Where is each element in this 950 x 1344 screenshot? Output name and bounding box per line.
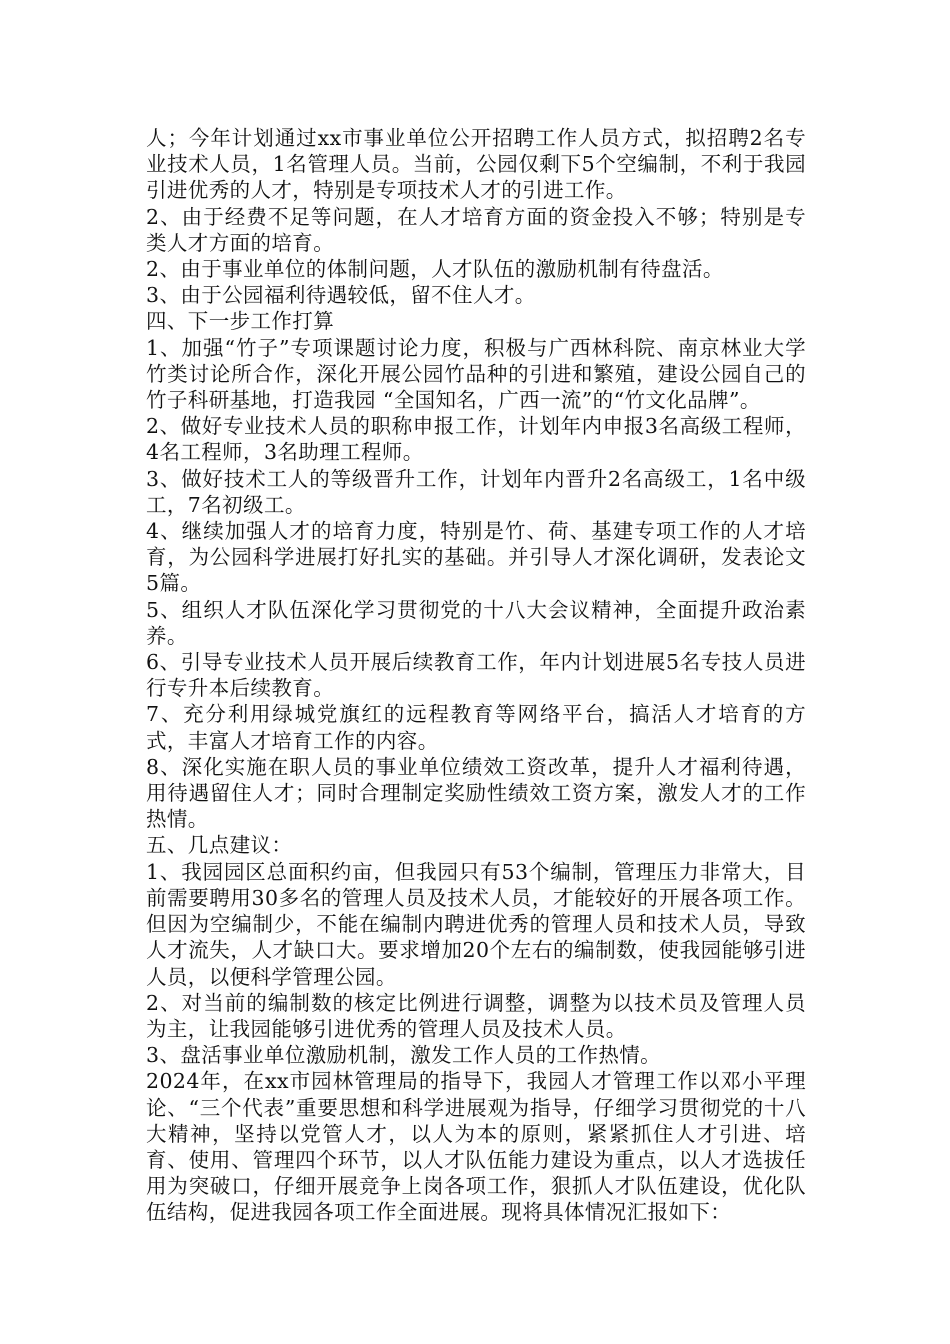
paragraph-summary-2024: 2024年，在xx市园林管理局的指导下，我园人才管理工作以邓小平理论、“三个代表”重要思想和科学进展观为指导，仔细学习贯彻党的十八大精神，坚持以党管人才，以人为本的原则，紧紧抓住人才引进、培育、使用、管理四个环节，以人才队伍能力建设为重点，以人才选拔任用为突破口，仔细开展竞争上岗各项工作，狠抓人才队伍建设，优化队伍结构，促进我园各项工作全面进展。现将具体情况汇报如下： [146,1069,806,1225]
paragraph-plan-2: 2、做好专业技术人员的职称申报工作，计划年内申报3名高级工程师，4名工程师，3名助理工程师。 [146,414,806,465]
paragraph-funding-issue: 2、由于经费不足等问题，在人才培育方面的资金投入不够；特别是专类人才方面的培育。 [146,204,806,255]
paragraph-suggestion-3: 3、盘活事业单位激励机制，激发工作人员的工作热情。 [146,1043,662,1068]
document-body [146,125,806,1226]
paragraph-plan-7: 7、充分利用绿城党旗红的远程教育等网络平台，搞活人才培育的方式，丰富人才培育工作的内容。 [146,702,806,753]
section-heading-next-steps: 四、下一步工作打算 [146,309,335,334]
paragraph-plan-5: 5、组织人才队伍深化学习贯彻党的十八大会议精神，全面提升政治素养。 [146,597,806,648]
paragraph-plan-3: 3、做好技术工人的等级晋升工作，计划年内晋升2名高级工，1名中级工，7名初级工。 [146,466,806,517]
paragraph-plan-1: 1、加强“竹子”专项课题讨论力度，积极与广西林科院、南京林业大学竹类讨论所合作，深化开展公园竹品种的引进和繁殖，建设公园自己的竹子科研基地，打造我园 “全国知名，广西一流”的“竹文化品牌”。 [146,335,806,413]
paragraph-welfare-issue: 3、由于公园福利待遇较低，留不住人才。 [146,283,536,308]
paragraph-plan-8: 8、深化实施在职人员的事业单位绩效工资改革，提升人才福利待遇，用待遇留住人才；同时合理制定奖励性绩效工资方案，激发人才的工作热情。 [146,754,806,832]
paragraph-recruitment: 人；今年计划通过xx市事业单位公开招聘工作人员方式，拟招聘2名专业技术人员，1名管理人员。当前，公园仅剩下5个空编制，不利于我园引进优秀的人才，特别是专项技术人才的引进工作。 [146,126,806,203]
paragraph-suggestion-2: 2、对当前的编制数的核定比例进行调整，调整为以技术员及管理人员为主，让我园能够引进优秀的管理人员及技术人员。 [146,990,806,1041]
paragraph-plan-6: 6、引导专业技术人员开展后续教育工作，年内计划进展5名专技人员进行专升本后续教育。 [146,650,806,701]
paragraph-plan-4: 4、继续加强人才的培育力度，特别是竹、荷、基建专项工作的人才培育，为公园科学进展打好扎实的基础。并引导人才深化调研，发表论文5篇。 [146,519,806,596]
section-heading-suggestions: 五、几点建议： [146,833,293,858]
paragraph-suggestion-1: 1、我园园区总面积约亩，但我园只有53个编制，管理压力非常大，目前需要聘用30多名的管理人员及技术人员，才能较好的开展各项工作。但因为空编制少，不能在编制内聘进优秀的管理人员和技术人员，导致人才流失，人才缺口大。要求增加20个左右的编制数，使我园能够引进人员，以便科学管理公园。 [146,859,806,989]
paragraph-incentive-issue: 2、由于事业单位的体制问题，人才队伍的激励机制有待盘活。 [146,257,724,282]
